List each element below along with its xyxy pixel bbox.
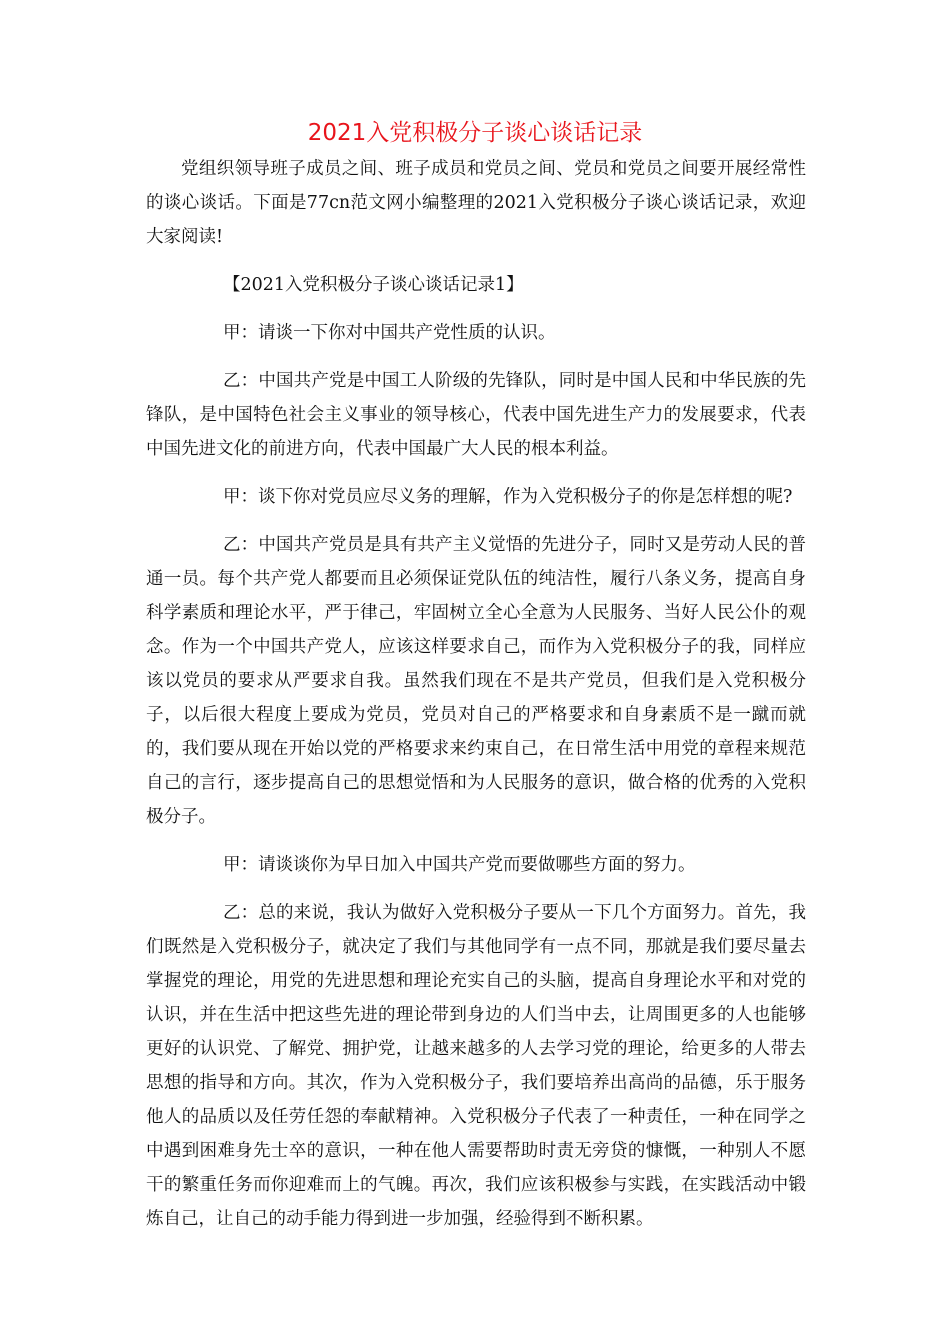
answer-paragraph: 乙：中国共产党员是具有共产主义觉悟的先进分子，同时又是劳动人民的普通一员。每个共产党人都要而且必须保证党队伍的纯洁性，履行八条义务，提高自身科学素质和理论水平，严于律己，牢固树立全心全意为人民服务、当好人民公仆的观念。作为一个中国共产党人，应该这样要求自己，而作为入党积极分子的我，同样应该以党员的要求从严要求自我。虽然我们现在不是共产党员，但我们是入党积极分子，以后很大程度上要成为党员，党员对自己的严格要求和自身素质不是一蹴而就的，我们要从现在开始以党的严格要求来约束自己，在日常生活中用党的章程来规范自己的言行，逐步提高自己的思想觉悟和为人民服务的意识，做合格的优秀的入党积极分子。: [146, 535, 806, 827]
document-title: 2021入党积极分子谈心谈话记录: [307, 120, 643, 146]
intro-paragraph: 党组织领导班子成员之间、班子成员和党员之间、党员和党员之间要开展经常性的谈心谈话。下面是77cn范文网小编整理的2021入党积极分子谈心谈话记录，欢迎大家阅读!: [146, 159, 806, 247]
section-heading: 【2021入党积极分子谈心谈话记录1】: [223, 275, 524, 295]
question-paragraph: 甲：谈下你对党员应尽义务的理解，作为入党积极分子的你是怎样想的呢?: [223, 487, 793, 507]
question-paragraph: 甲：请谈一下你对中国共产党性质的认识。: [223, 323, 556, 343]
question-paragraph: 甲：请谈谈你为早日加入中国共产党而要做哪些方面的努力。: [223, 855, 696, 875]
answer-paragraph: 乙：中国共产党是中国工人阶级的先锋队，同时是中国人民和中华民族的先锋队，是中国特色社会主义事业的领导核心，代表中国先进生产力的发展要求，代表中国先进文化的前进方向，代表中国最广大人民的根本利益。: [146, 371, 806, 459]
document-body: [146, 152, 806, 1236]
answer-paragraph: 乙：总的来说，我认为做好入党积极分子要从一下几个方面努力。首先，我们既然是入党积极分子，就决定了我们与其他同学有一点不同，那就是我们要尽量去掌握党的理论，用党的先进思想和理论充实自己的头脑，提高自身理论水平和对党的认识，并在生活中把这些先进的理论带到身边的人们当中去，让周围更多的人也能够更好的认识党、了解党、拥护党，让越来越多的人去学习党的理论，给更多的人带去思想的指导和方向。其次，作为入党积极分子，我们要培养出高尚的品德，乐于服务他人的品质以及任劳任怨的奉献精神。入党积极分子代表了一种责任，一种在同学之中遇到困难身先士卒的意识，一种在他人需要帮助时责无旁贷的慷慨，一种别人不愿干的繁重任务而你迎难而上的气魄。再次，我们应该积极参与实践，在实践活动中锻炼自己，让自己的动手能力得到进一步加强，经验得到不断积累。: [146, 903, 806, 1229]
